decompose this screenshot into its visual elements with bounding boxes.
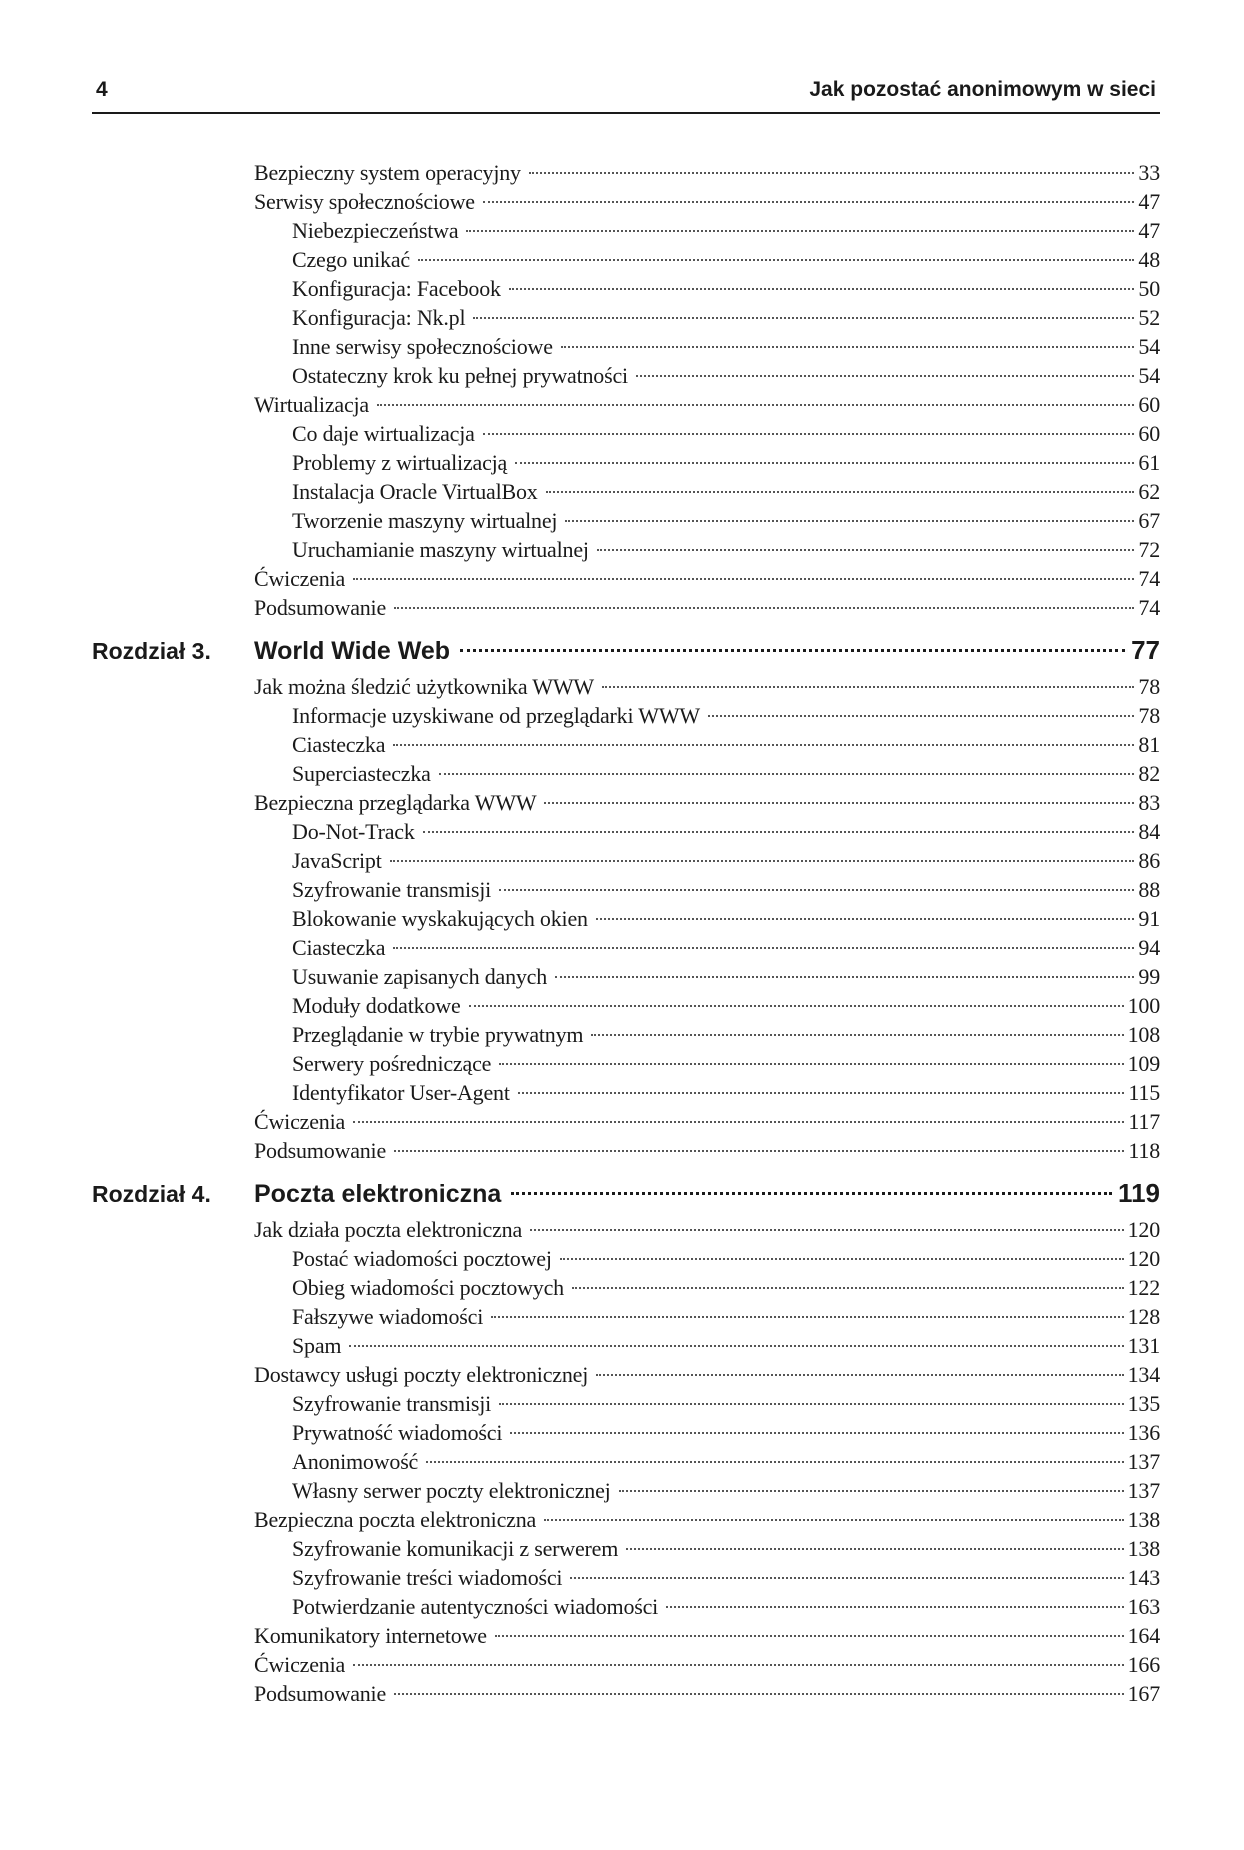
toc-subsection-entry[interactable]: [92, 361, 1160, 390]
toc-section-entry[interactable]: [92, 593, 1160, 622]
toc-subsection-entry[interactable]: [92, 477, 1160, 506]
entry-title: Konfiguracja: Nk.pl: [292, 305, 466, 330]
entry-page-number: 88: [1138, 877, 1160, 902]
entry-title: Prywatność wiadomości: [292, 1420, 503, 1445]
toc-section-entry[interactable]: [92, 1679, 1160, 1708]
dot-leader: [596, 1373, 1123, 1376]
dot-leader: [423, 830, 1135, 833]
dot-leader: [499, 1062, 1123, 1065]
entry-title: Instalacja Oracle VirtualBox: [292, 479, 538, 504]
entry-page-number: 54: [1138, 363, 1160, 388]
dot-leader: [426, 1460, 1123, 1463]
entry-page-number: 108: [1127, 1022, 1160, 1047]
entry-title: Tworzenie maszyny wirtualnej: [292, 508, 558, 533]
dot-leader: [393, 946, 1134, 949]
table-of-contents: [92, 158, 1160, 1708]
dot-leader: [518, 1091, 1125, 1094]
entry-page-number: 62: [1138, 479, 1160, 504]
toc-subsection-entry[interactable]: [92, 1049, 1160, 1078]
entry-page-number: 61: [1138, 450, 1160, 475]
entry-page-number: 128: [1127, 1304, 1160, 1329]
entry-page-number: 47: [1138, 218, 1160, 243]
entry-title: Co daje wirtualizacja: [292, 421, 475, 446]
dot-leader: [544, 1518, 1124, 1521]
toc-subsection-entry[interactable]: [92, 1447, 1160, 1476]
entry-page-number: 109: [1127, 1051, 1160, 1076]
entry-title: Bezpieczna przeglądarka WWW: [254, 790, 537, 815]
entry-title: Konfiguracja: Facebook: [292, 276, 501, 301]
toc-subsection-entry[interactable]: [92, 1273, 1160, 1302]
entry-title: Dostawcy usługi poczty elektronicznej: [254, 1362, 589, 1387]
entry-page-number: 74: [1138, 595, 1160, 620]
dot-leader: [483, 432, 1135, 435]
entry-page-number: 138: [1127, 1536, 1160, 1561]
entry-title: Przeglądanie w trybie prywatnym: [292, 1022, 584, 1047]
dot-leader: [418, 258, 1134, 261]
dot-leader: [596, 917, 1135, 920]
entry-page-number: 120: [1127, 1217, 1160, 1242]
dot-leader: [469, 1004, 1124, 1007]
dot-leader: [544, 801, 1134, 804]
entry-page-number: 78: [1138, 674, 1160, 699]
entry-title: Identyfikator User-Agent: [292, 1080, 510, 1105]
entry-title: Bezpieczna poczta elektroniczna: [254, 1507, 537, 1532]
entry-page-number: 100: [1127, 993, 1160, 1018]
toc-subsection-entry[interactable]: [92, 701, 1160, 730]
entry-page-number: 136: [1127, 1420, 1160, 1445]
dot-leader: [377, 403, 1134, 406]
toc-subsection-entry[interactable]: [92, 506, 1160, 535]
dot-leader: [353, 577, 1134, 580]
dot-leader: [619, 1489, 1124, 1492]
dot-leader: [499, 1402, 1124, 1405]
dot-leader: [530, 1228, 1124, 1231]
dot-leader: [353, 1663, 1124, 1666]
dot-leader: [560, 1257, 1124, 1260]
entry-title: Serwisy społecznościowe: [254, 189, 475, 214]
entry-title: Postać wiadomości pocztowej: [292, 1246, 552, 1271]
entry-page-number: 134: [1127, 1362, 1160, 1387]
toc-section-entry[interactable]: [92, 1136, 1160, 1165]
entry-title: Blokowanie wyskakujących okien: [292, 906, 588, 931]
dot-leader: [466, 229, 1134, 232]
toc-subsection-entry[interactable]: [92, 1020, 1160, 1049]
dot-leader: [561, 345, 1135, 348]
entry-page-number: 86: [1138, 848, 1160, 873]
toc-section-entry[interactable]: [92, 1107, 1160, 1136]
entry-page-number: 82: [1138, 761, 1160, 786]
entry-title: Ćwiczenia: [254, 566, 346, 591]
entry-page-number: 137: [1127, 1478, 1160, 1503]
entry-title: Inne serwisy społecznościowe: [292, 334, 553, 359]
entry-title: Ćwiczenia: [254, 1109, 346, 1134]
entry-page-number: 166: [1127, 1652, 1160, 1677]
toc-section-entry[interactable]: [92, 390, 1160, 419]
dot-leader: [565, 519, 1134, 522]
toc-section-entry[interactable]: [92, 1621, 1160, 1650]
dot-leader: [393, 743, 1134, 746]
toc-subsection-entry[interactable]: [92, 759, 1160, 788]
entry-title: Uruchamianie maszyny wirtualnej: [292, 537, 589, 562]
toc-chapter-heading[interactable]: [92, 628, 1160, 672]
entry-title: World Wide Web: [254, 637, 451, 665]
toc-section-entry[interactable]: [92, 564, 1160, 593]
entry-title: Ciasteczka: [292, 935, 386, 960]
entry-title: Podsumowanie: [254, 595, 387, 620]
dot-leader: [602, 685, 1134, 688]
entry-page-number: 163: [1127, 1594, 1160, 1619]
toc-subsection-entry[interactable]: [92, 1302, 1160, 1331]
toc-subsection-entry[interactable]: [92, 846, 1160, 875]
dot-leader: [349, 1344, 1123, 1347]
entry-page-number: 118: [1128, 1138, 1160, 1163]
dot-leader: [353, 1120, 1124, 1123]
entry-page-number: 47: [1138, 189, 1160, 214]
entry-page-number: 52: [1138, 305, 1160, 330]
entry-title: Do-Not-Track: [292, 819, 415, 844]
entry-title: Szyfrowanie transmisji: [292, 877, 492, 902]
entry-title: JavaScript: [292, 848, 382, 873]
entry-title: Podsumowanie: [254, 1681, 387, 1706]
entry-title: Własny serwer poczty elektronicznej: [292, 1478, 611, 1503]
dot-leader: [491, 1315, 1123, 1318]
entry-page-number: 122: [1127, 1275, 1160, 1300]
entry-page-number: 167: [1127, 1681, 1160, 1706]
dot-leader: [483, 200, 1135, 203]
toc-section-entry[interactable]: [92, 788, 1160, 817]
toc-subsection-entry[interactable]: [92, 1389, 1160, 1418]
toc-subsection-entry[interactable]: [92, 1592, 1160, 1621]
toc-subsection-entry[interactable]: [92, 962, 1160, 991]
entry-title: Superciasteczka: [292, 761, 431, 786]
entry-page-number: 33: [1138, 160, 1160, 185]
entry-title: Ostateczny krok ku pełnej prywatności: [292, 363, 628, 388]
toc-subsection-entry[interactable]: [92, 991, 1160, 1020]
toc-subsection-entry[interactable]: [92, 1244, 1160, 1273]
toc-section-entry[interactable]: [92, 672, 1160, 701]
entry-title: Komunikatory internetowe: [254, 1623, 487, 1648]
dot-leader: [572, 1286, 1124, 1289]
entry-page-number: 99: [1138, 964, 1160, 989]
dot-leader: [390, 859, 1135, 862]
entry-title: Jak można śledzić użytkownika WWW: [254, 674, 594, 699]
dot-leader: [495, 1634, 1124, 1637]
dot-leader: [626, 1547, 1123, 1550]
toc-subsection-entry[interactable]: [92, 535, 1160, 564]
entry-page-number: 74: [1138, 566, 1160, 591]
entry-page-number: 119: [1118, 1178, 1160, 1208]
entry-page-number: 54: [1138, 334, 1160, 359]
toc-section-entry[interactable]: [92, 158, 1160, 187]
toc-chapter-heading[interactable]: [92, 1171, 1160, 1215]
toc-subsection-entry[interactable]: [92, 1078, 1160, 1107]
toc-section-entry[interactable]: [92, 1650, 1160, 1679]
toc-subsection-entry[interactable]: [92, 904, 1160, 933]
dot-leader: [394, 606, 1134, 609]
entry-page-number: 120: [1127, 1246, 1160, 1271]
entry-page-number: 78: [1138, 703, 1160, 728]
entry-page-number: 81: [1138, 732, 1160, 757]
toc-subsection-entry[interactable]: [92, 332, 1160, 361]
entry-page-number: 60: [1138, 421, 1160, 446]
entry-page-number: 143: [1127, 1565, 1160, 1590]
entry-title: Spam: [292, 1333, 342, 1358]
toc-subsection-entry[interactable]: [92, 216, 1160, 245]
entry-title: Jak działa poczta elektroniczna: [254, 1217, 523, 1242]
dot-leader: [570, 1576, 1123, 1579]
dot-leader: [636, 374, 1134, 377]
dot-leader: [597, 548, 1135, 551]
entry-title: Szyfrowanie transmisji: [292, 1391, 492, 1416]
dot-leader: [708, 714, 1134, 717]
dot-leader: [510, 1431, 1123, 1434]
page-number: 4: [96, 78, 108, 101]
toc-section-entry[interactable]: [92, 1215, 1160, 1244]
toc-subsection-entry[interactable]: [92, 730, 1160, 759]
toc-section-entry[interactable]: [92, 1360, 1160, 1389]
entry-page-number: 135: [1127, 1391, 1160, 1416]
dot-leader: [460, 648, 1125, 652]
dot-leader: [394, 1692, 1124, 1695]
dot-leader: [511, 1191, 1112, 1195]
entry-title: Informacje uzyskiwane od przeglądarki WWW: [292, 703, 700, 728]
entry-title: Niebezpieczeństwa: [292, 218, 459, 243]
toc-subsection-entry[interactable]: [92, 1476, 1160, 1505]
running-title: Jak pozostać anonimowym w sieci: [809, 78, 1156, 101]
entry-title: Poczta elektroniczna: [254, 1180, 502, 1208]
entry-page-number: 117: [1128, 1109, 1160, 1134]
entry-title: Ciasteczka: [292, 732, 386, 757]
entry-title: Szyfrowanie treści wiadomości: [292, 1565, 563, 1590]
toc-subsection-entry[interactable]: [92, 875, 1160, 904]
entry-title: Moduły dodatkowe: [292, 993, 461, 1018]
dot-leader: [555, 975, 1134, 978]
page-header: [92, 74, 1160, 114]
entry-title: Ćwiczenia: [254, 1652, 346, 1677]
entry-title: Wirtualizacja: [254, 392, 369, 417]
toc-subsection-entry[interactable]: [92, 448, 1160, 477]
entry-title: Szyfrowanie komunikacji z serwerem: [292, 1536, 619, 1561]
chapter-label: Rozdział 4.: [92, 1181, 211, 1207]
toc-section-entry[interactable]: [92, 187, 1160, 216]
entry-page-number: 138: [1127, 1507, 1160, 1532]
dot-leader: [529, 171, 1135, 174]
entry-title: Problemy z wirtualizacją: [292, 450, 508, 475]
toc-subsection-entry[interactable]: [92, 274, 1160, 303]
entry-title: Usuwanie zapisanych danych: [292, 964, 548, 989]
entry-page-number: 84: [1138, 819, 1160, 844]
dot-leader: [509, 287, 1135, 290]
dot-leader: [473, 316, 1134, 319]
chapter-label: Rozdział 3.: [92, 638, 211, 664]
entry-page-number: 48: [1138, 247, 1160, 272]
toc-section-entry[interactable]: [92, 1505, 1160, 1534]
entry-title: Bezpieczny system operacyjny: [254, 160, 521, 185]
toc-subsection-entry[interactable]: [92, 303, 1160, 332]
entry-page-number: 72: [1138, 537, 1160, 562]
entry-title: Podsumowanie: [254, 1138, 387, 1163]
entry-page-number: 60: [1138, 392, 1160, 417]
dot-leader: [439, 772, 1135, 775]
toc-subsection-entry[interactable]: [92, 817, 1160, 846]
toc-subsection-entry[interactable]: [92, 419, 1160, 448]
entry-page-number: 91: [1138, 906, 1160, 931]
entry-page-number: 67: [1138, 508, 1160, 533]
toc-subsection-entry[interactable]: [92, 245, 1160, 274]
entry-page-number: 164: [1127, 1623, 1160, 1648]
entry-page-number: 94: [1138, 935, 1160, 960]
dot-leader: [499, 888, 1134, 891]
entry-page-number: 131: [1127, 1333, 1160, 1358]
toc-subsection-entry[interactable]: [92, 1534, 1160, 1563]
toc-subsection-entry[interactable]: [92, 1418, 1160, 1447]
dot-leader: [666, 1605, 1124, 1608]
entry-title: Potwierdzanie autentyczności wiadomości: [292, 1594, 659, 1619]
toc-subsection-entry[interactable]: [92, 1331, 1160, 1360]
dot-leader: [546, 490, 1135, 493]
entry-title: Obieg wiadomości pocztowych: [292, 1275, 564, 1300]
entry-title: Serwery pośredniczące: [292, 1051, 492, 1076]
dot-leader: [515, 461, 1134, 464]
entry-page-number: 77: [1131, 635, 1160, 665]
entry-title: Anonimowość: [292, 1449, 419, 1474]
dot-leader: [394, 1149, 1124, 1152]
entry-page-number: 83: [1138, 790, 1160, 815]
entry-title: Fałszywe wiadomości: [292, 1304, 484, 1329]
toc-subsection-entry[interactable]: [92, 933, 1160, 962]
toc-subsection-entry[interactable]: [92, 1563, 1160, 1592]
entry-page-number: 50: [1138, 276, 1160, 301]
entry-page-number: 137: [1127, 1449, 1160, 1474]
entry-title: Czego unikać: [292, 247, 410, 272]
entry-page-number: 115: [1128, 1080, 1160, 1105]
dot-leader: [591, 1033, 1123, 1036]
